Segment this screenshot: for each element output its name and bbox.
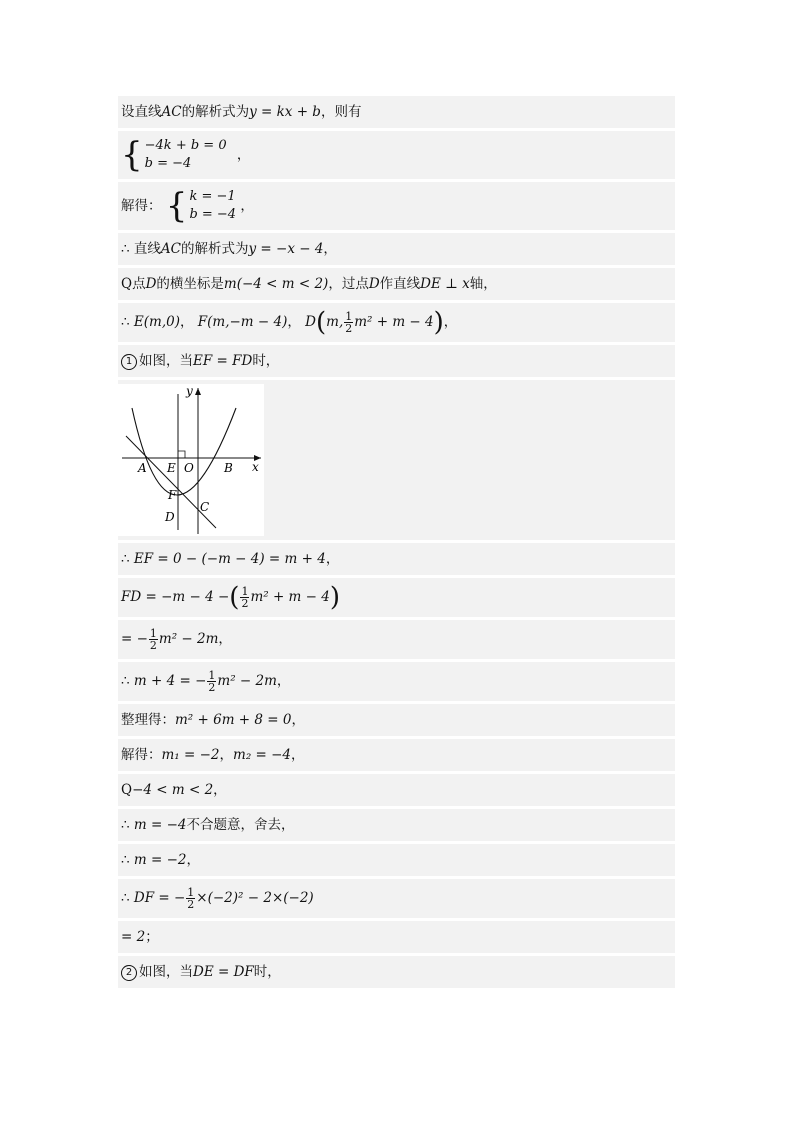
point-d-name: D (305, 314, 316, 330)
frac-den: 2 (149, 639, 157, 652)
text: 直线 (133, 241, 161, 257)
frac-den: 2 (241, 597, 249, 610)
formula: m(−4 < m < 2) (223, 276, 329, 292)
label-d: D (165, 510, 175, 524)
point-e: E(m,0) (133, 314, 180, 330)
because-symbol: Q (121, 276, 133, 292)
label-y: y (186, 384, 193, 398)
point-f: F(m,−m − 4) (197, 314, 288, 330)
text: ，则有 (320, 104, 362, 120)
text: 的解析式为 (181, 104, 250, 120)
label-f: F (168, 488, 177, 502)
text: 不合题意，舍去， (186, 817, 295, 833)
paren-open: ( (229, 582, 240, 613)
fraction (207, 670, 216, 693)
punct: ， (218, 631, 232, 647)
formula: ×(−2)² − 2×(−2) (196, 890, 314, 906)
paren: ( (315, 307, 327, 338)
brace-glyph: { (121, 135, 143, 175)
line-case-1 (118, 345, 675, 377)
system-row-2: b = −4 (144, 156, 192, 171)
system-rows (189, 188, 236, 224)
punct: ， (291, 712, 305, 728)
system-row-1: k = −1 (189, 189, 236, 204)
frac-num: 1 (187, 886, 195, 899)
punct: ， (443, 314, 458, 330)
fraction (240, 586, 249, 609)
formula: −4 < m < 2 (132, 782, 214, 798)
formula: EF = FD (193, 353, 253, 369)
paren-close: ) (329, 582, 341, 613)
line-equation-system (118, 131, 675, 179)
line-roots (118, 739, 675, 771)
therefore-symbol: ∴ (121, 314, 130, 330)
var: D (145, 276, 157, 292)
line-equation (118, 662, 675, 701)
frac-den: 2 (187, 898, 195, 911)
label-x: x (252, 460, 259, 474)
label-b: B (224, 461, 233, 475)
solution-system (166, 188, 236, 224)
formula: m + 4 = − (133, 673, 207, 689)
text: 点 (132, 276, 146, 292)
text: 设直线 (121, 104, 162, 120)
because-symbol: Q (121, 782, 133, 798)
line-ac-setup (118, 96, 675, 128)
fraction (186, 887, 195, 910)
fraction (344, 311, 353, 334)
frac-num: 1 (149, 627, 157, 640)
line-coordinates (118, 303, 675, 342)
frac-num: 1 (241, 585, 249, 598)
line-range (118, 774, 675, 806)
punct: ， (325, 551, 340, 567)
punct: ， (287, 314, 301, 330)
formula: = 2 (121, 929, 146, 945)
parabola (132, 408, 236, 495)
text: 的解析式为 (180, 241, 249, 257)
punct: ， (276, 673, 291, 689)
line-df-result (118, 921, 675, 953)
punct: ， (186, 852, 200, 868)
formula: EF = 0 − (−m − 4) = m + 4 (133, 551, 326, 567)
formula: DE = DF (193, 964, 254, 980)
formula: DF = − (133, 890, 186, 906)
label-c: C (200, 500, 210, 514)
formula: m = −2 (133, 852, 187, 868)
text: 作直线 (379, 276, 421, 292)
line-point-d (118, 268, 675, 300)
line-rearrange (118, 704, 675, 736)
line-fd (118, 578, 675, 617)
text: 解得： (121, 747, 162, 763)
var: D (368, 276, 380, 292)
punct: ； (145, 929, 159, 945)
equation-system (121, 137, 227, 173)
text: 如图，当 (139, 964, 193, 980)
text: 的横坐标是 (156, 276, 224, 292)
therefore-symbol: ∴ (121, 852, 130, 868)
line-m-value (118, 844, 675, 876)
system-row-1: −4k + b = 0 (144, 138, 227, 153)
text: 整理得： (121, 712, 175, 728)
text: 解得： (121, 198, 162, 214)
formula: FD = −m − 4 − (121, 589, 230, 605)
formula: m² + 6m + 8 = 0 (175, 712, 292, 728)
line-solve-system (118, 182, 675, 230)
text: 如图，当 (139, 353, 193, 369)
formula: y = −x − 4 (248, 241, 324, 257)
punct: ， (219, 747, 234, 763)
frac-den: 2 (208, 681, 216, 694)
formula: m₂ = −4 (233, 747, 292, 763)
punct: ， (240, 198, 254, 214)
frac-num: 1 (345, 310, 353, 323)
var: AC (161, 104, 182, 120)
line-df (118, 879, 675, 918)
punct: ， (236, 147, 251, 163)
brace-glyph: { (165, 186, 188, 226)
line-discard (118, 809, 675, 841)
label-a: A (138, 461, 147, 475)
line-ac-result (118, 233, 675, 265)
label-o: O (184, 461, 194, 475)
formula: m² + m − 4 (354, 314, 434, 330)
text: 时， (252, 353, 280, 369)
y-axis-arrow (195, 388, 201, 395)
fraction (149, 628, 158, 651)
punct: ， (179, 314, 194, 330)
line-ef (118, 543, 675, 575)
therefore-symbol: ∴ (121, 241, 130, 257)
formula: y = kx + b (249, 104, 321, 120)
therefore-symbol: ∴ (121, 890, 130, 906)
formula: m² − 2m (158, 631, 219, 647)
formula: DE ⊥ x (420, 276, 470, 292)
formula: m = −4 (133, 817, 187, 833)
right-angle-mark (178, 451, 185, 458)
frac-den: 2 (345, 322, 353, 335)
punct: ， (291, 747, 305, 763)
therefore-symbol: ∴ (121, 817, 130, 833)
formula: m, (326, 314, 344, 330)
document-body (118, 96, 675, 991)
paren: ) (433, 307, 444, 338)
punct: ， (213, 782, 227, 798)
formula: m₁ = −2 (161, 747, 220, 763)
formula: = − (121, 631, 148, 647)
circled-number: 1 (121, 354, 137, 370)
text: 时， (253, 964, 281, 980)
text: ，过点 (328, 276, 369, 292)
line-fd-simplified (118, 620, 675, 659)
circled-number: 2 (121, 965, 137, 981)
line-case-2 (118, 956, 675, 988)
parabola-figure (118, 384, 264, 536)
frac-num: 1 (208, 669, 216, 682)
formula: m² + m − 4 (250, 589, 330, 605)
figure-container (118, 380, 675, 540)
text: 轴， (469, 276, 497, 292)
therefore-symbol: ∴ (121, 673, 130, 689)
system-rows (145, 137, 227, 173)
formula: m² − 2m (217, 673, 277, 689)
therefore-symbol: ∴ (121, 551, 130, 567)
system-row-2: b = −4 (189, 207, 237, 222)
label-e: E (167, 461, 176, 475)
var: AC (160, 241, 181, 257)
punct: ， (323, 241, 337, 257)
